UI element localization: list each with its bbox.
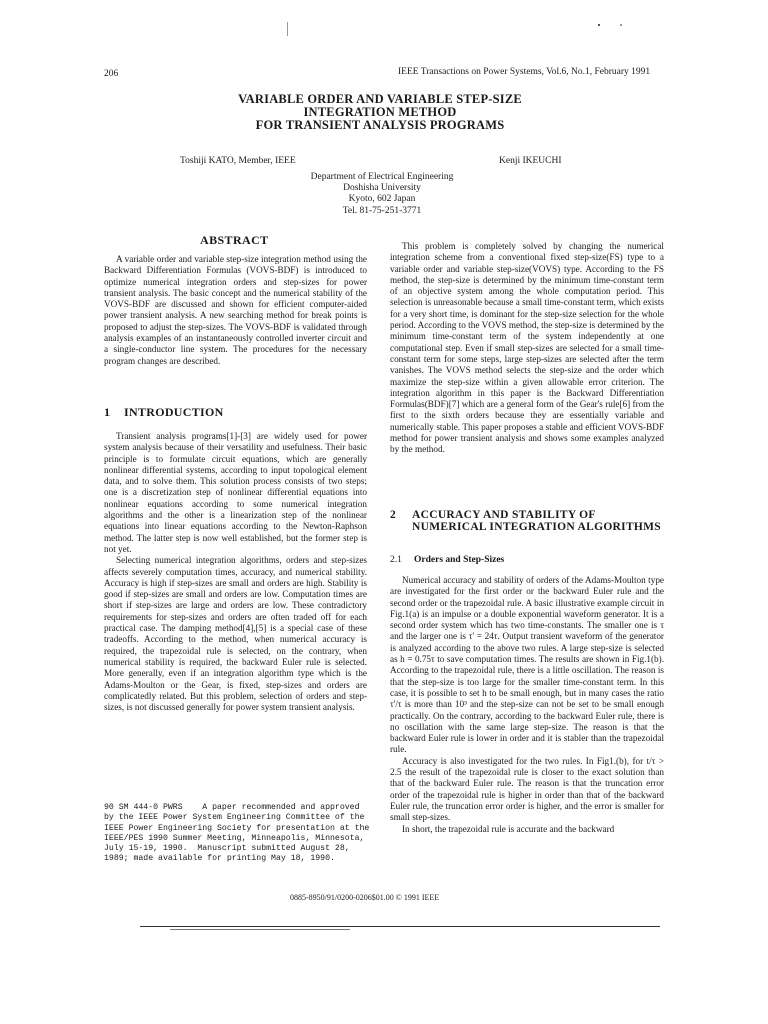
section-title: INTRODUCTION <box>124 405 224 419</box>
section-title: ACCURACY AND STABILITY OF NUMERICAL INTEGRATION ALGORITHMS <box>412 509 662 533</box>
abstract-text: A variable order and variable step-size integration method using the Backward Differentiation Formulas (VOVS-BDF) is introduced to optimize numerical integration orders and step-sizes for power transient analysis. The basic concept and the numerical stability of the VOVS-BDF are discussed and shown for efficient computer-aided power transient analysis. A new searching method for break points is proposed to adjust the step-sizes. The VOVS-BDF is validated through analysis examples of an instantaneously controlled inverter circuit and a single-conductor line system. The procedures for the necessary program changes are described. <box>104 254 367 366</box>
section2-body <box>390 575 664 835</box>
scan-dot <box>598 24 600 26</box>
section-number: 2 <box>390 509 397 521</box>
section-number: 1 <box>104 405 111 419</box>
affiliation <box>262 172 502 217</box>
section-heading <box>104 405 224 420</box>
paragraph: Accuracy is also investigated for the two rules. In Fig1.(b), for t/τ > 2.5 the result of the trapezoidal rule is closer to the exact solution than that of the backward Euler rule. The reason is that the truncation error order of the trapezoidal rule is higher in order than that of the backward Euler rule, the truncation error order is higher, and the error is smaller for small step-sizes. <box>390 755 664 823</box>
paper-title <box>150 93 610 132</box>
scan-mark <box>287 22 288 36</box>
author-name: Kenji IKEUCHI <box>499 156 562 166</box>
affiliation-line: Department of Electrical Engineering <box>310 172 454 182</box>
affiliation-line: Kyoto, 602 Japan <box>348 194 416 205</box>
subsection-number: 2.1 <box>390 555 402 565</box>
title-line: FOR TRANSIENT ANALYSIS PROGRAMS <box>255 118 505 132</box>
right-column-intro <box>390 241 664 456</box>
subsection-heading <box>390 555 504 565</box>
introduction-body <box>104 431 367 713</box>
copyright-line: 0885-8950/91/0200-0206$01.00 © 1991 IEEE <box>290 893 440 902</box>
journal-header: IEEE Transactions on Power Systems, Vol.6, No.1, February 1991 <box>398 67 651 77</box>
footer-rule <box>140 926 660 927</box>
author-name: Toshiji KATO, Member, IEEE <box>180 156 296 166</box>
title-line: INTEGRATION METHOD <box>303 105 457 119</box>
abstract-body <box>104 254 367 367</box>
footnote: 90 SM 444-0 PWRS A paper recommended and approved by the IEEE Power System Engineering Committee of the IEEE Power Engineering Society for presentation at the IEEE/PES 1990 Summer Meeting, Minneapolis, Minnesota, July 15-19, 1990. Manuscript submitted August 28, 1989; made available for printing May 18, 1990. <box>104 803 370 864</box>
affiliation-line: Tel. 81-75-251-3771 <box>342 205 422 216</box>
paragraph: Numerical accuracy and stability of orders of the Adams-Moulton type are investigated for the first order or the backward Euler rule and the second order or the trapezoidal rule. A basic illustrative example circuit in Fig.1(a) is an impulse or a double exponential waveform generator. It is a second order system which has two time-constants. The smaller one is τ and the larger one is τ' = 24τ. Output transient waveform of the generator is analyzed according to the above two rules. A large step-size is selected as h = 0.75τ to save computation times. The results are shown in Fig.1(b). According to the trapezoidal rule, there is a little oscillation. The reason is that the step-size is too large for the smaller time-constant term. In this case, it is possible to set h to be small enough, but in many cases the ratio τ'/τ is more than 10³ and the step-size can not be set to be small enough practically. On the contrary, according to the backward Euler rule, there is no oscillation with the same large step-size. The reason is that the backward Euler rule is lower in order and it is stabler than the trapezoidal rule. <box>390 575 664 755</box>
affiliation-line: Doshisha University <box>343 183 421 194</box>
subsection-title: Orders and Step-Sizes <box>414 555 505 565</box>
paragraph: This problem is completely solved by changing the numerical integration scheme from a conventional fixed step-size(FS) type to a variable order and variable step-size(VOVS) type. According to the FS method, the step-size is determined by the minimum time-constant term of an objective system among the whole computation period. This selection is unreasonable because a small time-constant term, which exists for a very short time, is dominant for the step-size selection for the whole period. According to the VOVS method, the step-size is determined by the minimum time-constant term of the system independently at one computational step. Even if small step-sizes are selected for a small time-constant term for some steps, large step-sizes are selected after the term vanishes. The VOVS method selects the step-size and the order which maximize the step-size within a given allowable error criterion. The integration algorithm in this paper is the Backward Differentiation Formulas(BDF)[7] which are a general form of the Gear's rule[6] from the first to the sixth orders because they are essentially variable and numerically stable. This paper proposes a stable and efficient VOVS-BDF method for power transient analysis and shows some examples analyzed by the method. <box>390 241 664 455</box>
paragraph: In short, the trapezoidal rule is accurate and the backward <box>402 823 615 834</box>
paragraph: Selecting numerical integration algorithms, orders and step-sizes affects severely computation times, accuracy, and numerical stability. Accuracy is high if step-sizes are small and orders are high. Stability is good if step-sizes are small and orders are low. Computation times are short if step-sizes are large and orders are low. These contradictory requirements for step-sizes and orders are often traded off for each practical case. The damping method[4],[5] is a special case of these tradeoffs. According to the method, when numerical accuracy is required, the trapezoidal rule is selected, on the contrary, when numerical stability is required, the backward Euler rule is selected. More generally, even if an integration algorithm type which is the Adams-Moulton or the Gear, is fixed, step-sizes and orders are complicatedly related. But this problem, selection of orders and step-sizes, is not discussed generally for power system transient analysis. <box>104 555 367 713</box>
page-number: 206 <box>104 69 119 79</box>
scan-dot <box>620 24 622 26</box>
footer-rule <box>170 929 350 930</box>
section-heading <box>390 509 662 533</box>
abstract-heading: ABSTRACT <box>200 233 269 247</box>
title-line: VARIABLE ORDER AND VARIABLE STEP-SIZE <box>238 92 522 106</box>
paragraph: Transient analysis programs[1]-[3] are widely used for power system analysis because of their versatility and usefulness. Their basic principle is to formulate circuit equations, which are generally nonlinear differential systems, according to input topological element data, and to solve them. This solution process consists of two steps; one is a discretization step of nonlinear differential equations into nonlinear equations according to some numerical integration algorithms and the other is a linearization step of the nonlinear equations into linear equations according to the Newton-Raphson method. The latter step is now well established, but the former step is not yet. <box>104 431 367 554</box>
